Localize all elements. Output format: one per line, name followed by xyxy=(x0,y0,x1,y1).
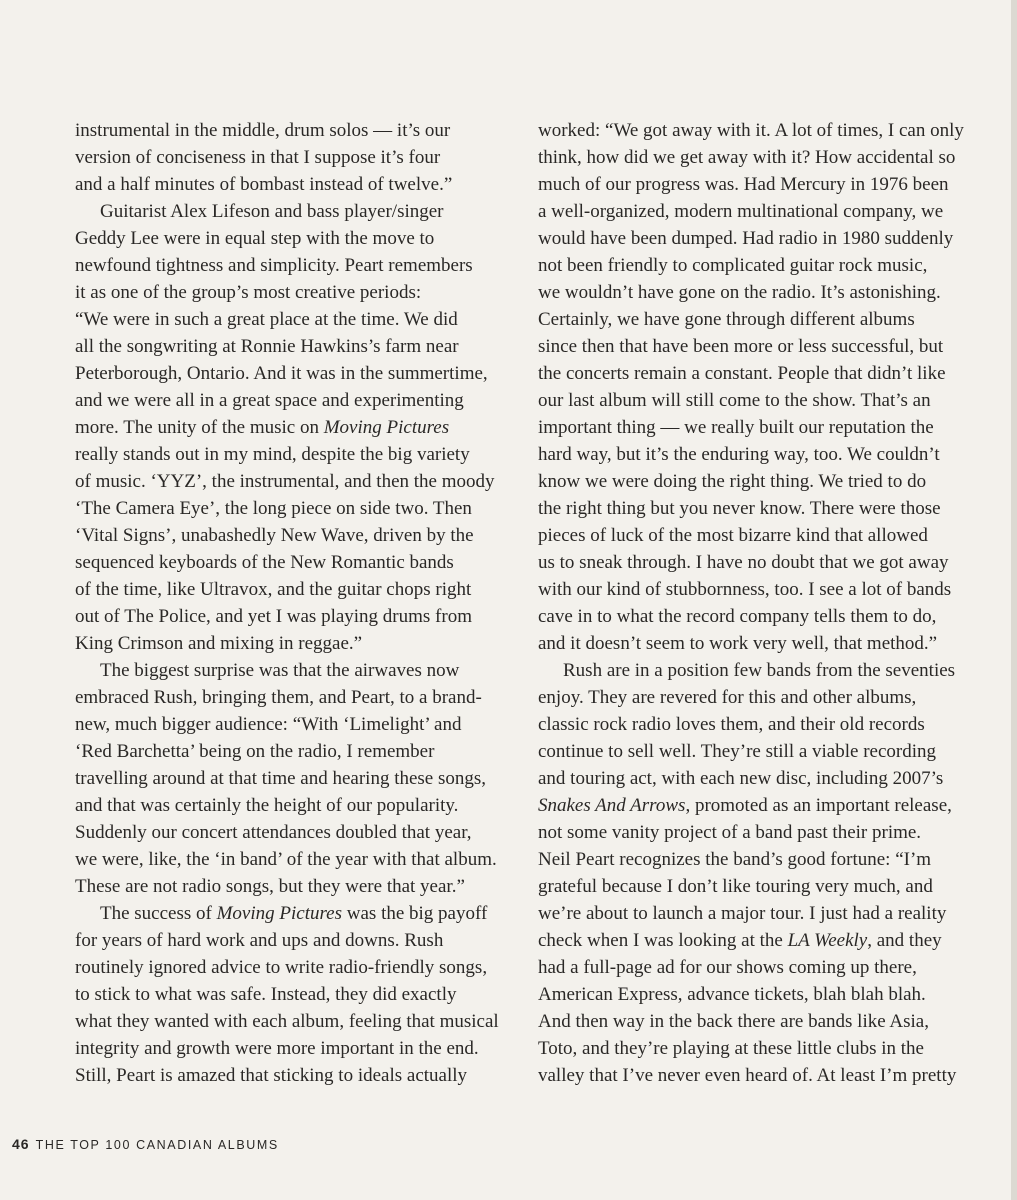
text-line xyxy=(538,657,978,684)
line-text: we were, like, the ‘in band’ of the year with that album. xyxy=(75,849,497,870)
right-text-column xyxy=(538,117,978,1089)
line-text: These are not radio songs, but they were that year.” xyxy=(75,876,465,897)
line-text: and that was certainly the height of our popularity. xyxy=(75,795,459,816)
line-text: out of The Police, and yet I was playing drums from xyxy=(75,606,472,627)
text-line xyxy=(75,198,515,225)
text-line xyxy=(538,387,978,414)
text-line xyxy=(538,171,978,198)
line-text: ‘Vital Signs’, unabashedly New Wave, driven by the xyxy=(75,525,474,546)
line-text: worked: “We got away with it. A lot of times, I can only xyxy=(538,120,964,141)
line-text: really stands out in my mind, despite the big variety xyxy=(75,444,470,465)
line-text: grateful because I don’t like touring very much, and xyxy=(538,876,933,897)
text-line xyxy=(538,873,978,900)
text-line xyxy=(75,711,515,738)
text-line xyxy=(75,738,515,765)
line-text-after: , and they xyxy=(867,930,942,951)
line-text: check when I was looking at the xyxy=(538,930,788,951)
text-line xyxy=(75,171,515,198)
line-text: not been friendly to complicated guitar rock music, xyxy=(538,255,928,276)
line-text: to stick to what was safe. Instead, they did exactly xyxy=(75,984,457,1005)
line-text: the concerts remain a constant. People that didn’t like xyxy=(538,363,946,384)
text-line xyxy=(538,792,978,819)
line-text: embraced Rush, bringing them, and Peart, to a brand- xyxy=(75,687,482,708)
line-text: Certainly, we have gone through different albums xyxy=(538,309,915,330)
text-line xyxy=(538,279,978,306)
line-text: and a half minutes of bombast instead of twelve.” xyxy=(75,174,453,195)
text-line xyxy=(538,360,978,387)
line-text: The biggest surprise was that the airwaves now xyxy=(100,660,460,681)
text-line xyxy=(75,360,515,387)
text-line xyxy=(75,1008,515,1035)
text-line xyxy=(538,954,978,981)
line-text: American Express, advance tickets, blah blah blah. xyxy=(538,984,926,1005)
page-number: 46 xyxy=(12,1136,30,1152)
line-text: pieces of luck of the most bizarre kind that allowed xyxy=(538,525,928,546)
text-line xyxy=(538,144,978,171)
text-line xyxy=(538,576,978,603)
text-line xyxy=(75,873,515,900)
line-text: Geddy Lee were in equal step with the move to xyxy=(75,228,435,249)
text-line xyxy=(538,225,978,252)
text-line xyxy=(75,765,515,792)
text-line xyxy=(538,684,978,711)
text-line xyxy=(538,414,978,441)
line-text: newfound tightness and simplicity. Peart remembers xyxy=(75,255,473,276)
line-text: since then that have been more or less successful, but xyxy=(538,336,944,357)
line-text: Rush are in a position few bands from the seventies xyxy=(563,660,956,681)
line-text: and we were all in a great space and experimenting xyxy=(75,390,464,411)
italic-title: Moving Pictures xyxy=(323,417,450,438)
text-line xyxy=(538,927,978,954)
text-line xyxy=(538,306,978,333)
line-text: Peterborough, Ontario. And it was in the summertime, xyxy=(75,363,488,384)
line-text: and it doesn’t seem to work very well, that method.” xyxy=(538,633,938,654)
text-line xyxy=(75,981,515,1008)
line-text: us to sneak through. I have no doubt that we got away xyxy=(538,552,949,573)
text-line xyxy=(75,846,515,873)
page-footer xyxy=(12,1136,279,1152)
text-line xyxy=(75,1062,515,1089)
running-title: THE TOP 100 CANADIAN ALBUMS xyxy=(35,1138,279,1152)
text-line xyxy=(538,1035,978,1062)
line-text: would have been dumped. Had radio in 1980 suddenly xyxy=(538,228,954,249)
text-line xyxy=(75,819,515,846)
text-line xyxy=(75,252,515,279)
italic-title: Snakes And Arrows xyxy=(538,795,686,816)
line-text: Guitarist Alex Lifeson and bass player/singer xyxy=(100,201,444,222)
text-line xyxy=(538,441,978,468)
italic-title: LA Weekly xyxy=(787,930,868,951)
line-text: And then way in the back there are bands like Asia, xyxy=(538,1011,929,1032)
line-text: of the time, like Ultravox, and the guitar chops right xyxy=(75,579,472,600)
line-text: all the songwriting at Ronnie Hawkins’s farm near xyxy=(75,336,459,357)
line-text: King Crimson and mixing in reggae.” xyxy=(75,633,363,654)
line-text: with our kind of stubbornness, too. I see a lot of bands xyxy=(538,579,952,600)
text-line xyxy=(75,333,515,360)
line-text: our last album will still come to the show. That’s an xyxy=(538,390,931,411)
line-text: it as one of the group’s most creative periods: xyxy=(75,282,422,303)
text-line xyxy=(75,117,515,144)
line-text: integrity and growth were more important in the end. xyxy=(75,1038,479,1059)
line-text: sequenced keyboards of the New Romantic bands xyxy=(75,552,454,573)
line-text: “We were in such a great place at the time. We did xyxy=(75,309,458,330)
text-line xyxy=(75,495,515,522)
italic-title: Moving Pictures xyxy=(216,903,343,924)
text-line xyxy=(75,387,515,414)
text-line xyxy=(75,144,515,171)
text-line xyxy=(75,279,515,306)
text-line xyxy=(538,522,978,549)
text-line xyxy=(538,900,978,927)
line-text: and touring act, with each new disc, including 2007’s xyxy=(538,768,944,789)
text-line xyxy=(538,549,978,576)
text-line xyxy=(538,711,978,738)
text-line xyxy=(75,576,515,603)
line-text: version of conciseness in that I suppose it’s four xyxy=(75,147,441,168)
text-line xyxy=(75,900,515,927)
line-text: Still, Peart is amazed that sticking to ideals actually xyxy=(75,1065,468,1086)
text-line xyxy=(75,522,515,549)
text-line xyxy=(538,846,978,873)
line-text: had a full-page ad for our shows coming up there, xyxy=(538,957,917,978)
line-text: hard way, but it’s the enduring way, too. We couldn’t xyxy=(538,444,940,465)
scan-edge xyxy=(1011,0,1017,1200)
line-text: ‘Red Barchetta’ being on the radio, I remember xyxy=(75,741,435,762)
line-text: for years of hard work and ups and downs. Rush xyxy=(75,930,444,951)
line-text: valley that I’ve never even heard of. At least I’m pretty xyxy=(538,1065,957,1086)
line-text: not some vanity project of a band past their prime. xyxy=(538,822,922,843)
line-text: The success of xyxy=(100,903,217,924)
text-line xyxy=(75,603,515,630)
text-line xyxy=(538,765,978,792)
line-text-after: , promoted as an important release, xyxy=(685,795,952,816)
text-line xyxy=(75,630,515,657)
text-line xyxy=(75,414,515,441)
text-line xyxy=(538,333,978,360)
line-text: of music. ‘YYZ’, the instrumental, and then the moody xyxy=(75,471,495,492)
text-line xyxy=(538,819,978,846)
text-line xyxy=(75,927,515,954)
text-line xyxy=(75,657,515,684)
line-text: a well-organized, modern multinational company, we xyxy=(538,201,944,222)
text-line xyxy=(538,1008,978,1035)
line-text: routinely ignored advice to write radio-friendly songs, xyxy=(75,957,488,978)
text-line xyxy=(75,549,515,576)
text-line xyxy=(538,738,978,765)
line-text: Suddenly our concert attendances doubled that year, xyxy=(75,822,472,843)
line-text: know we were doing the right thing. We tried to do xyxy=(538,471,927,492)
left-text-column xyxy=(75,117,515,1089)
text-line xyxy=(75,441,515,468)
line-text: think, how did we get away with it? How accidental so xyxy=(538,147,956,168)
line-text: much of our progress was. Had Mercury in 1976 been xyxy=(538,174,949,195)
text-line xyxy=(75,1035,515,1062)
line-text: continue to sell well. They’re still a viable recording xyxy=(538,741,936,762)
text-line xyxy=(538,117,978,144)
text-line xyxy=(538,252,978,279)
line-text: instrumental in the middle, drum solos — it’s our xyxy=(75,120,451,141)
text-line xyxy=(538,495,978,522)
line-text: classic rock radio loves them, and their old records xyxy=(538,714,925,735)
text-line xyxy=(538,198,978,225)
line-text: important thing — we really built our reputation the xyxy=(538,417,934,438)
line-text: Toto, and they’re playing at these little clubs in the xyxy=(538,1038,924,1059)
line-text: what they wanted with each album, feeling that musical xyxy=(75,1011,499,1032)
line-text: cave in to what the record company tells them to do, xyxy=(538,606,937,627)
line-text: the right thing but you never know. There were those xyxy=(538,498,941,519)
text-line xyxy=(538,603,978,630)
line-text: enjoy. They are revered for this and other albums, xyxy=(538,687,917,708)
line-text: new, much bigger audience: “With ‘Limelight’ and xyxy=(75,714,462,735)
text-line xyxy=(538,1062,978,1089)
text-line xyxy=(75,684,515,711)
text-line xyxy=(538,630,978,657)
text-line xyxy=(75,954,515,981)
line-text: we’re about to launch a major tour. I just had a reality xyxy=(538,903,947,924)
line-text: more. The unity of the music on xyxy=(75,417,324,438)
text-line xyxy=(75,792,515,819)
line-text: Neil Peart recognizes the band’s good fortune: “I’m xyxy=(538,849,932,870)
text-line xyxy=(75,468,515,495)
line-text: travelling around at that time and hearing these songs, xyxy=(75,768,487,789)
text-line xyxy=(75,306,515,333)
line-text-after: was the big payoff xyxy=(342,903,488,924)
text-line xyxy=(538,468,978,495)
line-text: we wouldn’t have gone on the radio. It’s astonishing. xyxy=(538,282,941,303)
text-line xyxy=(75,225,515,252)
text-line xyxy=(538,981,978,1008)
line-text: ‘The Camera Eye’, the long piece on side two. Then xyxy=(75,498,472,519)
